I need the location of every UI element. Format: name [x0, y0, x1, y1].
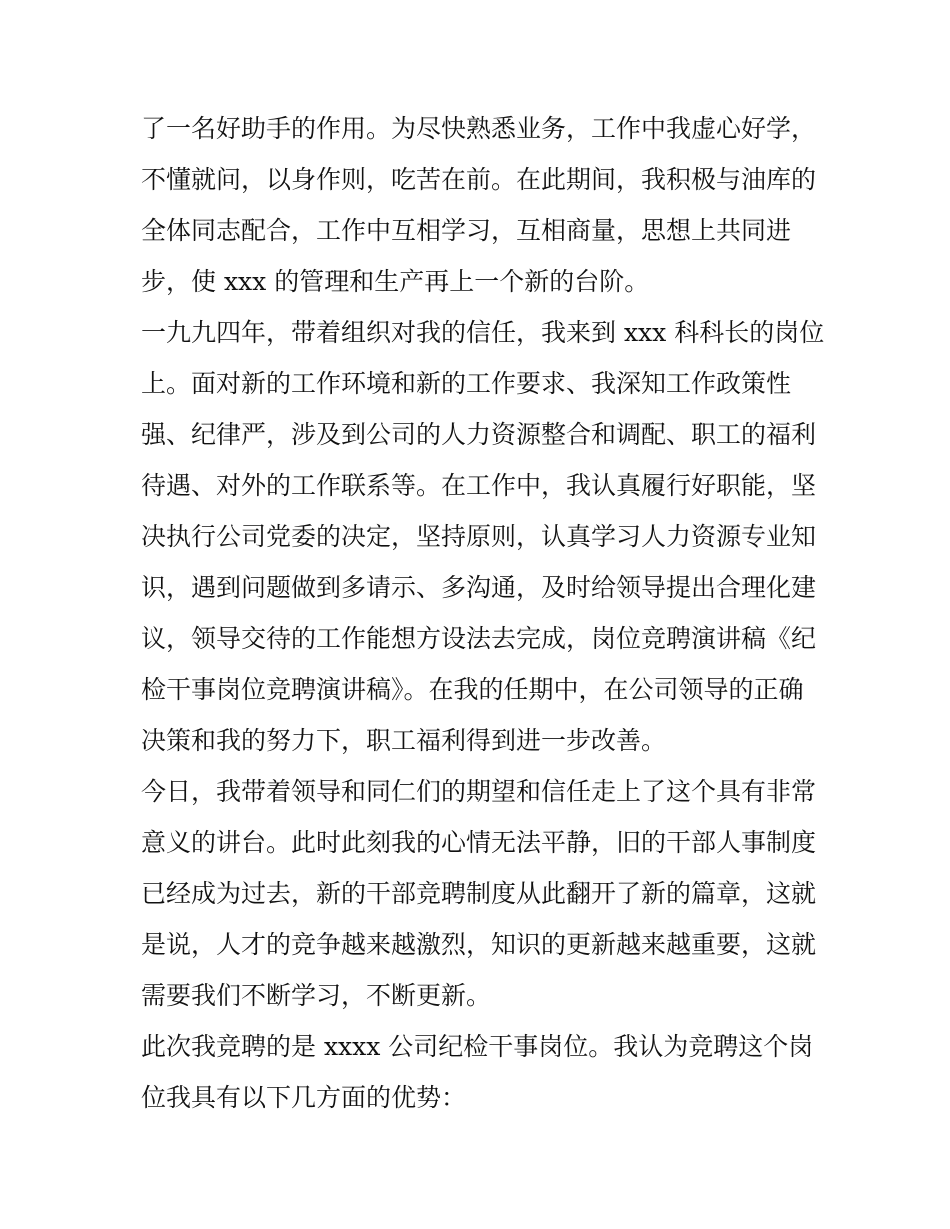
text-line-13: 决策和我的努力下，职工福利得到进一步改善。	[141, 726, 667, 755]
text-line-5: 一九九四年，带着组织对我的信任，我来到 xxx 科科长的岗位	[141, 318, 825, 347]
text-line-2: 不懂就问，以身作则，吃苦在前。在此期间，我积极与油库的	[141, 165, 817, 194]
text-line-14: 今日，我带着领导和同仁们的期望和信任走上了这个具有非常	[141, 777, 817, 806]
text-line-9: 决执行公司党委的决定，坚持原则，认真学习人力资源专业知	[141, 522, 817, 551]
text-line-10: 识，遇到问题做到多请示、多沟通，及时给领导提出合理化建	[141, 573, 817, 602]
text-line-19: 此次我竞聘的是 xxxx 公司纪检干事岗位。我认为竞聘这个岗	[141, 1032, 814, 1061]
text-line-12: 检干事岗位竞聘演讲稿》。在我的任期中，在公司领导的正确	[141, 675, 804, 704]
text-line-7: 强、纪律严，涉及到公司的人力资源整合和调配、职工的福利	[141, 420, 817, 449]
text-line-6: 上。面对新的工作环境和新的工作要求、我深知工作政策性	[141, 369, 792, 398]
text-line-8: 待遇、对外的工作联系等。在工作中，我认真履行好职能，坚	[141, 471, 817, 500]
text-line-15: 意义的讲台。此时此刻我的心情无法平静，旧的干部人事制度	[141, 828, 817, 857]
text-line-16: 已经成为过去，新的干部竞聘制度从此翻开了新的篇章，这就	[141, 879, 817, 908]
text-line-20: 位我具有以下几方面的优势：	[141, 1083, 467, 1112]
text-line-4: 步，使 xxx 的管理和生产再上一个新的台阶。	[141, 267, 650, 296]
text-line-1: 了一名好助手的作用。为尽快熟悉业务，工作中我虚心好学，	[141, 114, 817, 143]
document-body	[141, 103, 825, 1123]
text-line-11: 议，领导交待的工作能想方设法去完成，岗位竞聘演讲稿《纪	[141, 624, 817, 653]
text-line-18: 需要我们不断学习，不断更新。	[141, 981, 492, 1010]
text-line-3: 全体同志配合，工作中互相学习，互相商量，思想上共同进	[141, 216, 792, 245]
text-line-17: 是说，人才的竞争越来越激烈，知识的更新越来越重要，这就	[141, 930, 817, 959]
